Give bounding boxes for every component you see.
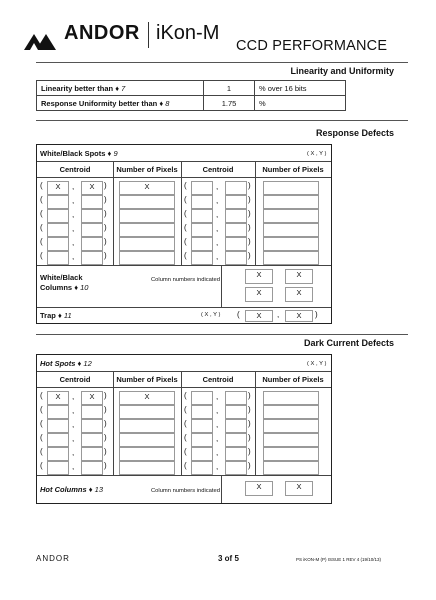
- pixels-input[interactable]: [119, 405, 175, 419]
- comma: ,: [216, 252, 219, 261]
- comma: ,: [72, 420, 75, 429]
- close-paren: ): [248, 433, 251, 442]
- close-paren: ): [248, 405, 251, 414]
- linearity-value: 1: [204, 81, 255, 96]
- centroid-x-input[interactable]: [47, 405, 69, 419]
- open-paren: (: [40, 433, 43, 442]
- open-paren: (: [40, 209, 43, 218]
- comma: ,: [72, 252, 75, 261]
- pixels-input[interactable]: [263, 195, 319, 209]
- comma: ,: [72, 462, 75, 471]
- brand-name: ANDOR: [64, 22, 140, 44]
- footer-brand: ANDOR: [36, 554, 70, 563]
- open-paren: (: [184, 251, 187, 260]
- centroid-y-input[interactable]: [225, 195, 247, 209]
- centroid-x-input[interactable]: [191, 237, 213, 251]
- centroid-x-input[interactable]: [191, 461, 213, 475]
- centroid-y-input[interactable]: [81, 209, 103, 223]
- divider: [113, 371, 114, 475]
- centroid-x-input[interactable]: [191, 251, 213, 265]
- centroid-x-input[interactable]: [47, 251, 69, 265]
- open-paren: (: [184, 209, 187, 218]
- footer-doc-ref: PS iKON-M (P) ISSUE 1 REV 4 (19/10/13): [296, 557, 382, 562]
- open-paren: (: [184, 391, 187, 400]
- centroid-x-input[interactable]: [191, 419, 213, 433]
- ref-marker: ♦ 10: [74, 283, 89, 292]
- close-paren: ): [104, 209, 107, 218]
- comma: ,: [72, 182, 75, 191]
- centroid-x-input[interactable]: [47, 195, 69, 209]
- centroid-y-input[interactable]: [225, 405, 247, 419]
- pixels-input[interactable]: [119, 209, 175, 223]
- open-paren: (: [40, 405, 43, 414]
- centroid-x-input[interactable]: X: [47, 181, 69, 195]
- centroid-y-input[interactable]: [81, 195, 103, 209]
- page-title: CCD PERFORMANCE: [236, 38, 388, 54]
- uniformity-unit: %: [255, 96, 346, 111]
- trap-xy-label: ( X , Y ): [201, 312, 221, 318]
- xy-label: ( X , Y ): [307, 151, 327, 157]
- close-paren: ): [104, 447, 107, 456]
- comma: ,: [216, 196, 219, 205]
- divider: [181, 161, 182, 265]
- comma: ,: [72, 238, 75, 247]
- centroid-y-input[interactable]: [225, 223, 247, 237]
- open-paren: (: [40, 251, 43, 260]
- dark-current-box: [36, 354, 332, 504]
- ref-marker: ♦ 9: [107, 149, 118, 158]
- column-value[interactable]: X: [285, 287, 313, 302]
- trap-label-text: Trap: [40, 311, 56, 320]
- centroid-y-input[interactable]: [81, 447, 103, 461]
- centroid-y-input[interactable]: [81, 419, 103, 433]
- open-paren: (: [184, 405, 187, 414]
- hot-spots-title: [40, 359, 92, 368]
- pixels-input[interactable]: [119, 433, 175, 447]
- centroid-y-input[interactable]: [225, 419, 247, 433]
- divider: [255, 371, 256, 475]
- comma: ,: [72, 210, 75, 219]
- comma: ,: [72, 392, 75, 401]
- pixels-input[interactable]: [263, 223, 319, 237]
- centroid-y-input[interactable]: X: [81, 391, 103, 405]
- column-value[interactable]: X: [245, 287, 273, 302]
- open-paren: (: [40, 223, 43, 232]
- open-paren: (: [184, 461, 187, 470]
- centroid-y-input[interactable]: [225, 461, 247, 475]
- linearity-table: [36, 80, 346, 111]
- centroid-x-input[interactable]: [191, 405, 213, 419]
- close-paren: ): [104, 419, 107, 428]
- pixels-input[interactable]: [263, 181, 319, 195]
- centroid-y-input[interactable]: [225, 433, 247, 447]
- centroid-x-input[interactable]: [191, 433, 213, 447]
- comma: ,: [216, 224, 219, 233]
- centroid-x-input[interactable]: [191, 181, 213, 195]
- comma: ,: [216, 182, 219, 191]
- hot-columns-label: [40, 485, 103, 494]
- divider: [37, 161, 331, 162]
- comma: ,: [72, 448, 75, 457]
- uniformity-value: 1.75: [204, 96, 255, 111]
- col-header-pixels: Number of Pixels: [116, 165, 178, 174]
- centroid-x-input[interactable]: [47, 237, 69, 251]
- uniformity-label: [37, 96, 204, 111]
- uniformity-label-text: Response Uniformity better than: [41, 98, 158, 108]
- pixels-input[interactable]: [119, 461, 175, 475]
- centroid-x-input[interactable]: [191, 391, 213, 405]
- close-paren: ): [104, 195, 107, 204]
- centroid-x-input[interactable]: [47, 433, 69, 447]
- centroid-y-input[interactable]: [225, 181, 247, 195]
- box-title-text: White/Black Spots: [40, 149, 106, 158]
- comma: ,: [72, 224, 75, 233]
- divider: [221, 265, 222, 307]
- hot-columns-label-text: Hot Columns: [40, 485, 87, 494]
- column-value[interactable]: X: [245, 269, 273, 284]
- andor-logo-icon: [22, 30, 58, 54]
- close-paren: ): [104, 391, 107, 400]
- centroid-x-input[interactable]: [191, 447, 213, 461]
- col-header-centroid: Centroid: [59, 375, 91, 384]
- centroid-x-input[interactable]: [191, 209, 213, 223]
- centroid-y-input[interactable]: [81, 223, 103, 237]
- comma: ,: [216, 210, 219, 219]
- linearity-label: [37, 81, 204, 96]
- comma: ,: [216, 462, 219, 471]
- open-paren: (: [40, 391, 43, 400]
- col-header-pixels-2: Number of Pixels: [262, 375, 324, 384]
- comma: ,: [216, 420, 219, 429]
- centroid-y-input[interactable]: [81, 433, 103, 447]
- trap-y-value[interactable]: X: [285, 310, 313, 322]
- pixels-input[interactable]: [119, 223, 175, 237]
- close-paren: ): [104, 181, 107, 190]
- divider: [37, 475, 331, 476]
- open-paren: (: [237, 310, 240, 319]
- xy-label: ( X , Y ): [307, 361, 327, 367]
- col-header-pixels: Number of Pixels: [116, 375, 178, 384]
- pixels-input[interactable]: [263, 391, 319, 405]
- columns-label: [40, 283, 88, 292]
- open-paren: (: [40, 461, 43, 470]
- open-paren: (: [40, 447, 43, 456]
- centroid-x-input[interactable]: X: [47, 391, 69, 405]
- centroid-y-input[interactable]: X: [81, 181, 103, 195]
- close-paren: ): [104, 237, 107, 246]
- pixels-input[interactable]: [263, 237, 319, 251]
- section-rule: [36, 334, 408, 335]
- response-defects-box: [36, 144, 332, 324]
- ref-marker: ♦ 12: [77, 359, 92, 368]
- pixels-input[interactable]: [263, 405, 319, 419]
- centroid-x-input[interactable]: [47, 447, 69, 461]
- open-paren: (: [184, 419, 187, 428]
- open-paren: (: [184, 181, 187, 190]
- centroid-y-input[interactable]: [225, 209, 247, 223]
- col-header-centroid-2: Centroid: [202, 165, 234, 174]
- divider: [221, 475, 222, 503]
- centroid-x-input[interactable]: [47, 209, 69, 223]
- divider: [37, 265, 331, 266]
- close-paren: ): [248, 251, 251, 260]
- open-paren: (: [40, 419, 43, 428]
- centroid-y-input[interactable]: [225, 237, 247, 251]
- table-row: [37, 81, 346, 96]
- column-value[interactable]: X: [285, 269, 313, 284]
- ref-marker: ♦ 13: [88, 485, 104, 494]
- close-paren: ): [104, 461, 107, 470]
- centroid-y-input[interactable]: [81, 461, 103, 475]
- comma: ,: [216, 406, 219, 415]
- close-paren: ): [248, 209, 251, 218]
- centroid-x-input[interactable]: [191, 195, 213, 209]
- open-paren: (: [40, 195, 43, 204]
- col-header-centroid: Centroid: [59, 165, 91, 174]
- open-paren: (: [184, 237, 187, 246]
- hot-column-value[interactable]: X: [245, 481, 273, 496]
- response-defects-title: Response Defects: [315, 128, 394, 138]
- product-name: iKon-M: [156, 22, 220, 44]
- close-paren: ): [248, 237, 251, 246]
- close-paren: ): [248, 223, 251, 232]
- open-paren: (: [40, 181, 43, 190]
- ref-marker: ♦ 11: [57, 311, 72, 320]
- comma: ,: [216, 434, 219, 443]
- col-header-centroid-2: Centroid: [202, 375, 234, 384]
- pixels-input[interactable]: X: [119, 181, 175, 195]
- close-paren: ): [315, 310, 318, 319]
- pixels-input[interactable]: [119, 237, 175, 251]
- divider: [37, 177, 331, 178]
- close-paren: ): [248, 447, 251, 456]
- divider: [113, 161, 114, 265]
- close-paren: ): [248, 195, 251, 204]
- close-paren: ): [104, 405, 107, 414]
- pixels-input[interactable]: [119, 195, 175, 209]
- close-paren: ): [104, 251, 107, 260]
- comma: ,: [72, 434, 75, 443]
- divider: [37, 371, 331, 372]
- close-paren: ): [248, 461, 251, 470]
- centroid-y-input[interactable]: [225, 447, 247, 461]
- comma: ,: [277, 310, 280, 319]
- pixels-input[interactable]: [263, 419, 319, 433]
- header-divider: [148, 22, 149, 48]
- columns-label-1: White/Black: [40, 273, 83, 282]
- columns-note: Column numbers indicated: [151, 277, 220, 283]
- close-paren: ): [104, 433, 107, 442]
- centroid-x-input[interactable]: [191, 223, 213, 237]
- hot-columns-note: Column numbers indicated: [151, 488, 220, 494]
- close-paren: ): [104, 223, 107, 232]
- columns-label-2: Columns: [40, 283, 73, 292]
- linearity-label-text: Linearity better than: [41, 83, 114, 93]
- divider: [181, 371, 182, 475]
- close-paren: ): [248, 181, 251, 190]
- divider: [37, 387, 331, 388]
- white-black-spots-title: [40, 149, 118, 158]
- centroid-x-input[interactable]: [47, 419, 69, 433]
- close-paren: ): [248, 391, 251, 400]
- pixels-input[interactable]: [119, 251, 175, 265]
- ref-marker: ♦ 8: [159, 98, 170, 108]
- centroid-x-input[interactable]: [47, 461, 69, 475]
- open-paren: (: [184, 195, 187, 204]
- comma: ,: [216, 448, 219, 457]
- centroid-y-input[interactable]: [225, 391, 247, 405]
- comma: ,: [216, 238, 219, 247]
- centroid-y-input[interactable]: [81, 251, 103, 265]
- linearity-section-title: Linearity and Uniformity: [290, 66, 394, 76]
- table-row: [37, 96, 346, 111]
- col-header-pixels-2: Number of Pixels: [262, 165, 324, 174]
- centroid-y-input[interactable]: [81, 237, 103, 251]
- comma: ,: [216, 392, 219, 401]
- open-paren: (: [40, 237, 43, 246]
- dark-current-title: Dark Current Defects: [303, 338, 394, 348]
- pixels-input[interactable]: X: [119, 391, 175, 405]
- centroid-y-input[interactable]: [225, 251, 247, 265]
- pixels-input[interactable]: [263, 251, 319, 265]
- footer-page-number: 3 of 5: [218, 554, 239, 563]
- pixels-input[interactable]: [263, 209, 319, 223]
- pixels-input[interactable]: [119, 447, 175, 461]
- divider: [255, 161, 256, 265]
- open-paren: (: [184, 223, 187, 232]
- centroid-y-input[interactable]: [81, 405, 103, 419]
- section-rule: [36, 62, 408, 63]
- hot-column-value[interactable]: X: [285, 481, 313, 496]
- open-paren: (: [184, 433, 187, 442]
- section-rule: [36, 120, 408, 121]
- comma: ,: [72, 406, 75, 415]
- pixels-input[interactable]: [263, 461, 319, 475]
- pixels-input[interactable]: [119, 419, 175, 433]
- comma: ,: [72, 196, 75, 205]
- open-paren: (: [184, 447, 187, 456]
- trap-x-value[interactable]: X: [245, 310, 273, 322]
- trap-label: [40, 311, 72, 320]
- divider: [37, 307, 331, 308]
- linearity-unit: % over 16 bits: [255, 81, 346, 96]
- ref-marker: ♦ 7: [115, 83, 126, 93]
- centroid-x-input[interactable]: [47, 223, 69, 237]
- pixels-input[interactable]: [263, 433, 319, 447]
- box-title-text: Hot Spots: [40, 359, 76, 368]
- close-paren: ): [248, 419, 251, 428]
- pixels-input[interactable]: [263, 447, 319, 461]
